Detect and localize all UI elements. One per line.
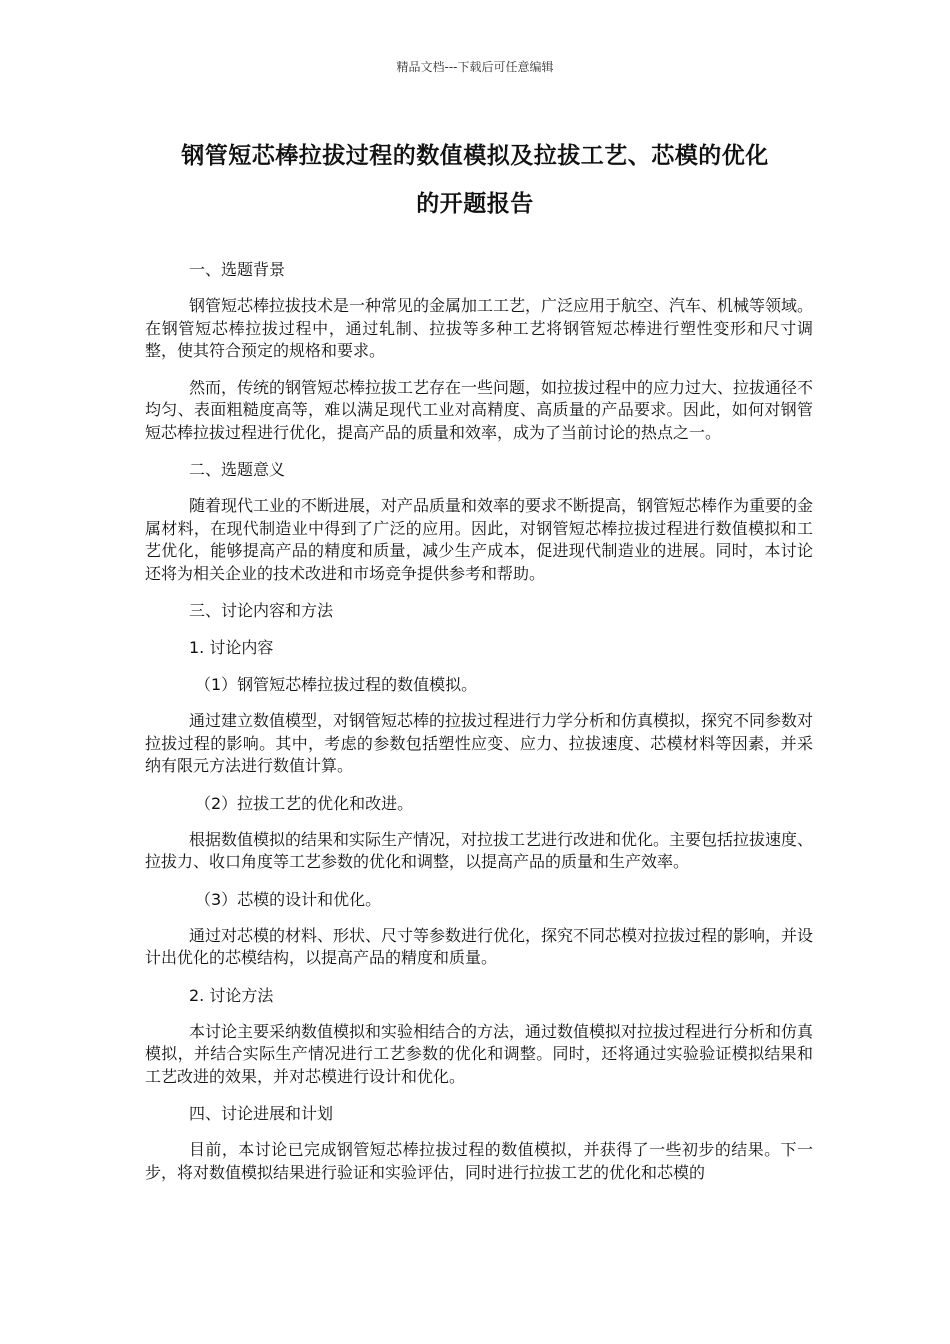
section-3-item-3-paragraph: 通过对芯模的材料、形状、尺寸等参数进行优化，探究不同芯模对拉拔过程的影响，并设计出优化的芯模结构，以提高产品的精度和质量。 [145, 925, 814, 967]
document-body [145, 258, 813, 1198]
section-3-item-3: （3）芯模的设计和优化。 [195, 889, 382, 909]
section-1-heading: 一、选题背景 [189, 260, 286, 279]
section-3-subheading-2-paragraph: 本讨论主要采纳数值模拟和实验相结合的方法，通过数值模拟对拉拔过程进行分析和仿真模拟，并结合实际生产情况进行工艺参数的优化和调整。同时，还将通过实验验证模拟结果和工艺改进的效果，并对芯模进行设计和优化。 [145, 1021, 814, 1086]
document-title-line-1: 钢管短芯棒拉拔过程的数值模拟及拉拔工艺、芯模的优化 [181, 143, 769, 169]
section-1-paragraph-2: 然而，传统的钢管短芯棒拉拔工艺存在一些问题，如拉拔过程中的应力过大、拉拔通径不均匀、表面粗糙度高等，难以满足现代工业对高精度、高质量的产品要求。因此，如何对钢管短芯棒拉拔过程进行优化，提高产品的质量和效率，成为了当前讨论的热点之一。 [145, 377, 814, 442]
section-3-item-1-paragraph: 通过建立数值模型，对钢管短芯棒的拉拔过程进行力学分析和仿真模拟，探究不同参数对拉拔过程的影响。其中，考虑的参数包括塑性应变、应力、拉拔速度、芯模材料等因素，并采纳有限元方法进行数值计算。 [145, 711, 814, 775]
section-3-item-2-paragraph: 根据数值模拟的结果和实际生产情况，对拉拔工艺进行改进和优化。主要包括拉拔速度、拉拔力、收口角度等工艺参数的优化和调整，以提高产品的质量和生产效率。 [145, 829, 814, 871]
section-4-paragraph-1: 目前，本讨论已完成钢管短芯棒拉拔过程的数值模拟，并获得了一些初步的结果。下一步，将对数值模拟结果进行验证和实验评估，同时进行拉拔工艺的优化和芯模的 [145, 1140, 813, 1182]
section-2-paragraph-1: 随着现代工业的不断进展，对产品质量和效率的要求不断提高，钢管短芯棒作为重要的金属材料，在现代制造业中得到了广泛的应用。因此，对钢管短芯棒拉拔过程进行数值模拟和工艺优化，能够提高产品的精度和质量，减少生产成本，促进现代制造业的进展。同时，本讨论还将为相关企业的技术改进和市场竞争提供参考和帮助。 [145, 496, 814, 583]
section-1-paragraph-1: 钢管短芯棒拉拔技术是一种常见的金属加工工艺，广泛应用于航空、汽车、机械等领域。在钢管短芯棒拉拔过程中，通过轧制、拉拔等多种工艺将钢管短芯棒进行塑性变形和尺寸调整，使其符合预定的规格和要求。 [145, 296, 814, 360]
section-4-heading: 四、讨论进展和计划 [189, 1104, 334, 1123]
section-3-subheading-2: 2. 讨论方法 [189, 985, 274, 1005]
document-title-line-2: 的开题报告 [416, 191, 534, 217]
section-3-heading: 三、讨论内容和方法 [189, 601, 334, 620]
section-3-item-2: （2）拉拔工艺的优化和改进。 [195, 793, 414, 813]
section-2-heading: 二、选题意义 [189, 460, 286, 479]
section-3-subheading-1: 1. 讨论内容 [189, 638, 274, 657]
section-3-item-1: （1）钢管短芯棒拉拔过程的数值模拟。 [195, 675, 478, 694]
header-watermark: 精品文档---下载后可任意编辑 [396, 60, 554, 74]
